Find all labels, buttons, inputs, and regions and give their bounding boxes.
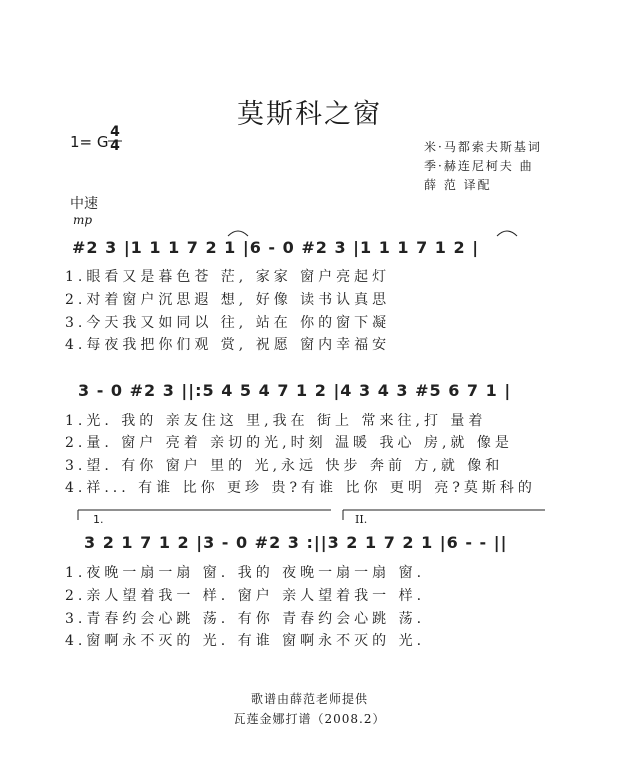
tempo-marking: 中速 — [70, 196, 98, 212]
time-signature-top: 4 — [110, 124, 120, 140]
translator-credit: 薛 范 译配 — [424, 178, 492, 192]
system-1-verse-1: 1.眼看又是暮色苍 茫, 家家 窗户亮起灯 — [65, 269, 391, 285]
system-1-verse-4: 4.每夜我把你们观 赏, 祝愿 窗内幸福安 — [65, 337, 391, 353]
system-2-verse-2: 2.量. 窗户 亮着 亲切的光,时刻 温暖 我心 房,就 像是 — [65, 435, 513, 451]
slur-mark — [497, 231, 517, 236]
footer-typesetter: 瓦莲金娜打谱（2008.2） — [233, 712, 386, 726]
footer-provider: 歌谱由薛范老师提供 — [250, 692, 368, 706]
system-2-verse-3: 3.望. 有你 窗户 里的 光,永远 快步 奔前 方,就 像和 — [65, 458, 504, 474]
system-3-verse-4: 4.窗啊永不灭的 光. 有谁 窗啊永不灭的 光. — [65, 633, 426, 649]
lyricist-credit: 米·马都索夫斯基词 — [424, 140, 542, 154]
system-2-verse-1: 1.光. 我的 亲友住这 里,我在 街上 常来往,打 量着 — [65, 413, 487, 429]
system-3-verse-1: 1.夜晚一扇一扇 窗. 我的 夜晚一扇一扇 窗. — [65, 565, 426, 581]
volta-2-label: II. — [355, 513, 368, 526]
time-signature-bottom: 4 — [110, 138, 120, 154]
system-3-notes: 3 2 1 7 1 2 |3 - 0 #2 3 :||3 2 1 7 2 1 |6 - - || — [84, 533, 508, 552]
volta-1-label: 1. — [93, 513, 104, 526]
composer-credit: 季·赫连尼柯夫 曲 — [424, 159, 534, 173]
system-2-verse-4: 4.祥... 有谁 比你 更珍 贵?有谁 比你 更明 亮?莫斯科的 — [65, 480, 536, 496]
system-3-verse-3: 3.青春约会心跳 荡. 有你 青春约会心跳 荡. — [65, 611, 426, 627]
system-2-notes: 3 - 0 #2 3 ||:5 4 5 4 7 1 2 |4 3 4 3 #5 6 7 1 | — [78, 381, 512, 400]
system-1-verse-2: 2.对着窗户沉思遐 想, 好像 读书认真思 — [65, 292, 391, 308]
system-1-notes: #2 3 |1 1 1 7 2 1 |6 - 0 #2 3 |1 1 1 7 1 2 | — [72, 238, 480, 257]
system-1-verse-3: 3.今天我又如同以 往, 站在 你的窗下凝 — [65, 315, 391, 331]
system-3-verse-2: 2.亲人望着我一 样. 窗户 亲人望着我一 样. — [65, 588, 426, 604]
slur-mark — [228, 231, 248, 236]
dynamic-marking: mp — [73, 213, 93, 227]
key-signature: 1= G — [70, 133, 109, 151]
song-title: 莫斯科之窗 — [237, 99, 382, 130]
